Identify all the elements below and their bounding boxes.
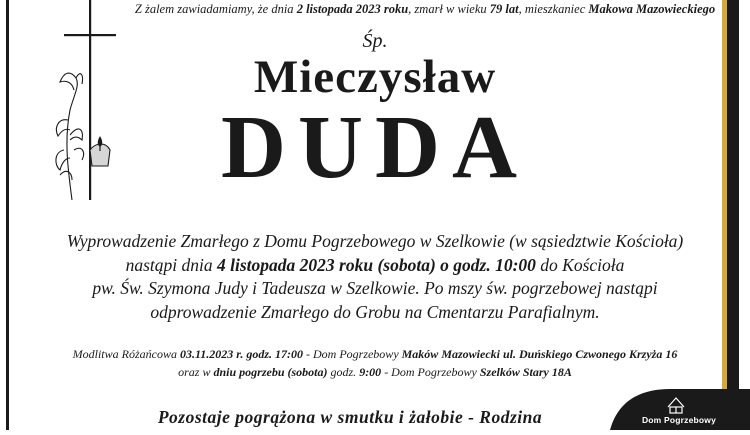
prayer-l2-e: - Dom Pogrzebowy (381, 365, 480, 379)
honorific-prefix: Śp. (362, 30, 388, 52)
ceremony-line-2-c: do Kościoła (535, 254, 625, 275)
death-date: 2 listopada 2023 roku (296, 2, 409, 16)
prayer-location-1: Maków Mazowiecki ul. Duńskiego Czwonego Krzyża 16 (401, 347, 678, 361)
funeral-date-time: 4 listopada 2023 roku (sobota) o godz. 10:00 (217, 254, 536, 275)
funeral-home-logo (610, 383, 750, 430)
ceremony-line-2-a: nastąpi dnia (125, 254, 217, 275)
intro-text-2: , zmarł w wieku (408, 2, 490, 16)
prayer-l2-a: oraz w (178, 365, 214, 379)
logo-text: Dom Pogrzebowy (641, 415, 717, 425)
intro-announcement (130, 2, 720, 17)
prayer-date-time: 03.11.2023 r. godz. 17:00 (179, 347, 303, 361)
prayer-l2-time: 9:00 (359, 365, 382, 379)
prayer-l2-c: godz. (327, 365, 360, 379)
intro-text-1: Z żalem zawiadamiamy, że dnia (134, 2, 297, 16)
first-name: Mieczysław (253, 51, 497, 103)
prayer-line-2 (30, 363, 720, 381)
ceremony-line-3: pw. Św. Szymona Judy i Tadeusza w Szelkowie. Po mszy św. pogrzebowej nastąpi (92, 278, 658, 298)
ceremony-line-2 (40, 254, 710, 278)
ceremony-line-1: Wyprowadzenie Zmarłego z Domu Pogrzebowego w Szelkowie (w sąsiedztwie Kościoła) (66, 231, 684, 251)
prayer-location-2: Szelków Stary 18A (479, 365, 572, 379)
age: 79 lat (489, 2, 519, 16)
prayer-l1-c: - Dom Pogrzebowy (302, 347, 402, 361)
ceremony-details (40, 230, 710, 324)
family-closing-line: Pozostaje pogrążona w smutku i żałobie - Rodzina (157, 407, 543, 427)
prayer-l2-day: dniu pogrzebu (sobota) (213, 365, 328, 379)
prayer-l1-a: Modlitwa Różańcowa (72, 347, 180, 361)
prayer-line-1 (30, 345, 720, 363)
surname: DUDA (221, 98, 529, 197)
prayer-details (30, 345, 720, 381)
hometown: Makowa Mazowieckiego (588, 2, 716, 16)
intro-text-3: , mieszkaniec (518, 2, 589, 16)
ceremony-line-4: odprowadzenie Zmarłego do Grobu na Cmentarzu Parafialnym. (150, 301, 600, 322)
